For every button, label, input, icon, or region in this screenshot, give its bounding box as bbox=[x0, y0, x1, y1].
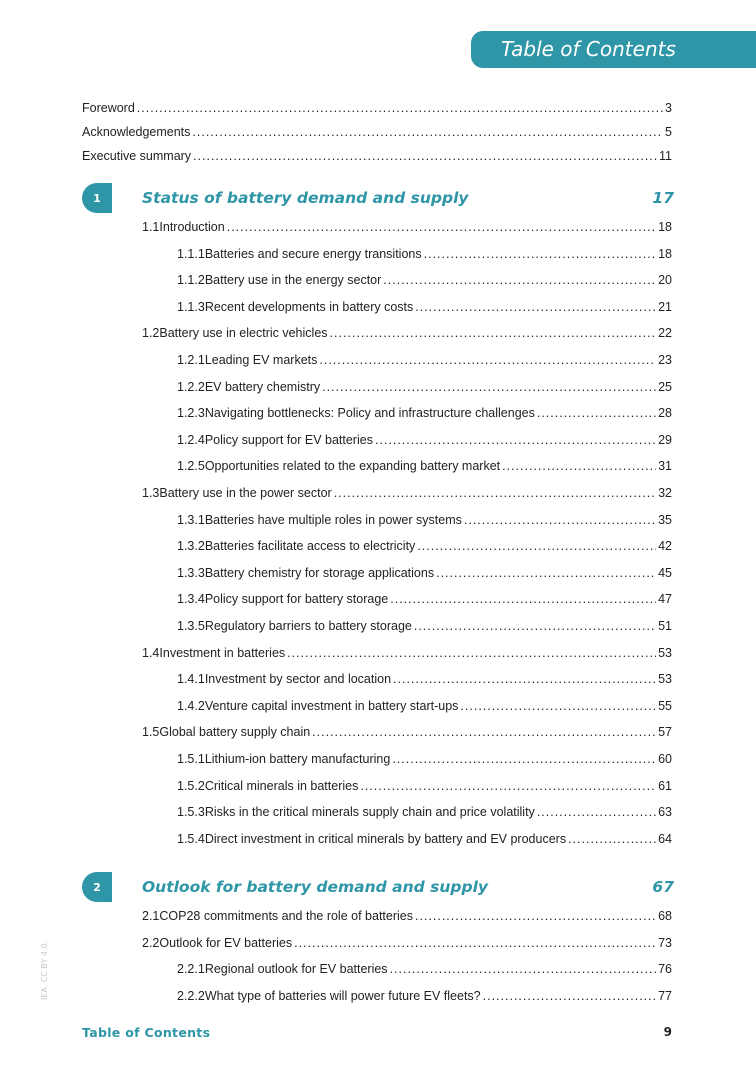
toc-entry-page: 35 bbox=[658, 512, 672, 527]
toc-entry-number: 1.4 bbox=[142, 645, 160, 660]
toc-entry-page: 42 bbox=[658, 539, 672, 554]
toc-entry[interactable] bbox=[177, 989, 672, 1003]
leader-dots bbox=[294, 936, 656, 950]
toc-entry-number: 1.3.2 bbox=[177, 539, 205, 554]
toc-entry-title: Policy support for battery storage bbox=[204, 592, 389, 607]
leader-dots bbox=[436, 566, 656, 580]
toc-entry[interactable] bbox=[142, 725, 672, 739]
toc-entry-page: 61 bbox=[658, 778, 672, 793]
toc-entry[interactable] bbox=[177, 962, 672, 976]
leader-dots bbox=[383, 273, 656, 287]
toc-entry[interactable] bbox=[142, 646, 672, 660]
toc-entry[interactable] bbox=[177, 566, 672, 580]
toc-entry-title: Risks in the critical minerals supply chain and price volatility bbox=[204, 805, 535, 820]
toc-entry-page: 47 bbox=[658, 592, 672, 607]
toc-entry-number: 1.2.5 bbox=[177, 459, 205, 474]
toc-entry-title: Direct investment in critical minerals by battery and EV producers bbox=[204, 831, 567, 846]
leader-dots bbox=[537, 805, 656, 819]
toc-entry[interactable] bbox=[142, 486, 672, 500]
toc-entry-page: 51 bbox=[658, 619, 672, 633]
toc-entry-page: 76 bbox=[658, 962, 672, 977]
toc-entry-title: Battery use in the energy sector bbox=[204, 273, 382, 288]
leader-dots bbox=[464, 513, 656, 527]
toc-entry-page: 68 bbox=[658, 909, 672, 923]
toc-entry[interactable] bbox=[177, 406, 672, 420]
chapter-page: 67 bbox=[652, 878, 674, 896]
toc-entry[interactable] bbox=[177, 247, 672, 261]
toc-entry-number: 1.5.1 bbox=[177, 752, 205, 766]
toc-entry-title: Leading EV markets bbox=[204, 353, 318, 367]
toc-entry-acknowledgements[interactable] bbox=[82, 125, 672, 139]
toc-entry-page: 20 bbox=[658, 273, 672, 288]
leader-dots bbox=[415, 909, 656, 923]
toc-entry-title: Lithium-ion battery manufacturing bbox=[204, 752, 391, 766]
toc-entry[interactable] bbox=[177, 592, 672, 606]
toc-entry-number: 1.1.2 bbox=[177, 273, 205, 288]
toc-entry-page: 25 bbox=[658, 379, 672, 394]
toc-entry-title: Regional outlook for EV batteries bbox=[204, 962, 388, 977]
toc-entry-page: 18 bbox=[658, 220, 672, 234]
toc-entry-page: 5 bbox=[665, 125, 672, 139]
toc-entry[interactable] bbox=[142, 936, 672, 950]
leader-dots bbox=[193, 149, 657, 163]
toc-entry-number: 1.5.4 bbox=[177, 831, 205, 846]
toc-entry-page: 23 bbox=[658, 353, 672, 367]
toc-entry-number: 1.3.1 bbox=[177, 512, 205, 527]
toc-entry-title: Batteries and secure energy transitions bbox=[204, 246, 422, 261]
toc-entry-number: 2.1 bbox=[142, 909, 160, 923]
toc-entry-foreword[interactable] bbox=[82, 101, 672, 115]
toc-entry-title: COP28 commitments and the role of batteries bbox=[159, 909, 413, 923]
toc-entry-page: 28 bbox=[658, 406, 672, 421]
toc-entry[interactable] bbox=[177, 779, 672, 793]
toc-entry-title: Battery chemistry for storage applications bbox=[204, 565, 435, 580]
toc-entry-number: 1.2 bbox=[142, 326, 160, 341]
toc-entry-number: 2.2.2 bbox=[177, 988, 205, 1003]
toc-entry-page: 63 bbox=[658, 805, 672, 820]
chapter-heading-1[interactable] bbox=[82, 183, 674, 213]
toc-entry-number: 2.2.1 bbox=[177, 962, 205, 977]
toc-entry-page: 31 bbox=[658, 459, 672, 474]
toc-entry[interactable] bbox=[177, 832, 672, 846]
toc-entry-title: Global battery supply chain bbox=[159, 725, 311, 740]
toc-entry-number: 1.3 bbox=[142, 486, 160, 500]
toc-entry[interactable] bbox=[177, 619, 672, 633]
leader-dots bbox=[287, 646, 656, 660]
toc-entry[interactable] bbox=[142, 909, 672, 923]
toc-entry-page: 29 bbox=[658, 432, 672, 447]
toc-entry-number: 1.2.3 bbox=[177, 406, 205, 421]
leader-dots bbox=[568, 832, 656, 846]
toc-entry[interactable] bbox=[177, 513, 672, 527]
leader-dots bbox=[360, 779, 656, 793]
toc-entry-title: Policy support for EV batteries bbox=[204, 432, 373, 447]
toc-entry-page: 18 bbox=[658, 246, 672, 261]
toc-entry-title: Investment in batteries bbox=[159, 645, 286, 660]
toc-entry-page: 53 bbox=[658, 645, 672, 660]
toc-entry[interactable] bbox=[142, 220, 672, 234]
footer-page-number: 9 bbox=[663, 1025, 672, 1039]
toc-entry-number: 1.3.5 bbox=[177, 619, 205, 633]
toc-entry-page: 3 bbox=[665, 101, 672, 115]
toc-entry[interactable] bbox=[177, 273, 672, 287]
toc-entry-number: 1.1.1 bbox=[177, 246, 205, 261]
toc-entry[interactable] bbox=[177, 805, 672, 819]
leader-dots bbox=[414, 619, 656, 633]
toc-entry-page: 57 bbox=[658, 725, 672, 740]
toc-entry-title: Batteries facilitate access to electricity bbox=[204, 539, 416, 554]
toc-entry-title: Acknowledgements bbox=[82, 125, 191, 139]
toc-entry-title: Navigating bottlenecks: Policy and infrastructure challenges bbox=[204, 406, 535, 421]
leader-dots bbox=[334, 486, 656, 500]
toc-entry-title: Outlook for EV batteries bbox=[159, 935, 293, 950]
toc-entry[interactable] bbox=[177, 752, 672, 766]
toc-entry-title: What type of batteries will power future EV fleets? bbox=[204, 988, 481, 1003]
toc-entry-executive-summary[interactable] bbox=[82, 149, 672, 163]
toc-entry-number: 1.4.1 bbox=[177, 672, 205, 687]
leader-dots bbox=[227, 220, 656, 234]
toc-entry-title: Battery use in electric vehicles bbox=[159, 326, 328, 341]
footer-title: Table of Contents bbox=[82, 1025, 211, 1040]
leader-dots bbox=[393, 672, 656, 686]
leader-dots bbox=[375, 433, 656, 447]
toc-entry-title: Opportunities related to the expanding battery market bbox=[204, 459, 501, 474]
toc-entry[interactable] bbox=[177, 300, 672, 314]
leader-dots bbox=[319, 353, 656, 367]
toc-entry-page: 45 bbox=[658, 565, 672, 580]
toc-entry-page: 64 bbox=[658, 831, 672, 846]
toc-entry-page: 53 bbox=[658, 672, 672, 687]
toc-entry[interactable] bbox=[177, 459, 672, 473]
toc-entry-title: Recent developments in battery costs bbox=[204, 299, 414, 314]
toc-entry-title: Venture capital investment in battery start-ups bbox=[204, 698, 459, 713]
toc-entry-title: Battery use in the power sector bbox=[159, 486, 332, 500]
toc-entry-title: Executive summary bbox=[82, 149, 192, 163]
leader-dots bbox=[390, 592, 656, 606]
toc-entry-page: 55 bbox=[658, 698, 672, 713]
toc-entry[interactable] bbox=[177, 672, 672, 686]
chapter-title: Status of battery demand and supply bbox=[142, 189, 469, 207]
toc-entry[interactable] bbox=[177, 433, 672, 447]
leader-dots bbox=[390, 962, 657, 976]
leader-dots bbox=[392, 752, 656, 766]
toc-entry-page: 77 bbox=[658, 988, 672, 1003]
leader-dots bbox=[312, 725, 656, 739]
toc-entry-number: 1.3.4 bbox=[177, 592, 205, 607]
toc-entry-number: 1.2.2 bbox=[177, 379, 205, 394]
leader-dots bbox=[537, 406, 656, 420]
toc-entry-number: 1.5.2 bbox=[177, 778, 205, 793]
toc-entry-number: 1.5 bbox=[142, 725, 160, 740]
toc-entry-number: 1.5.3 bbox=[177, 805, 205, 820]
toc-entry-title: EV battery chemistry bbox=[204, 379, 321, 394]
toc-entry[interactable] bbox=[177, 353, 672, 367]
toc-entry-title: Batteries have multiple roles in power systems bbox=[204, 512, 462, 527]
toc-entry-page: 21 bbox=[658, 299, 672, 314]
toc-entry-page: 11 bbox=[659, 149, 672, 163]
toc-entry-page: 60 bbox=[658, 752, 672, 766]
leader-dots bbox=[424, 247, 656, 261]
chapter-page: 17 bbox=[652, 189, 674, 207]
toc-entry-number: 2.2 bbox=[142, 935, 160, 950]
toc-entry-title: Foreword bbox=[82, 101, 135, 115]
license-note: IEA. CC BY 4.0. bbox=[40, 940, 49, 1000]
toc-entry-number: 1.4.2 bbox=[177, 698, 205, 713]
toc-entry-number: 1.3.3 bbox=[177, 565, 205, 580]
chapter-number-badge: 1 bbox=[82, 183, 112, 213]
toc-header-tab: Table of Contents bbox=[471, 31, 756, 68]
leader-dots bbox=[415, 300, 656, 314]
toc-entry-page: 73 bbox=[658, 935, 672, 950]
chapter-number-badge: 2 bbox=[82, 872, 112, 902]
toc-entry-number: 1.1.3 bbox=[177, 299, 205, 314]
toc-entry-number: 1.2.4 bbox=[177, 432, 205, 447]
leader-dots bbox=[137, 101, 663, 115]
leader-dots bbox=[460, 699, 656, 713]
toc-entry[interactable] bbox=[177, 380, 672, 394]
toc-entry-title: Introduction bbox=[159, 220, 225, 234]
toc-entry[interactable] bbox=[142, 326, 672, 340]
leader-dots bbox=[192, 125, 663, 139]
toc-entry-number: 1.1 bbox=[142, 220, 160, 234]
leader-dots bbox=[502, 459, 656, 473]
leader-dots bbox=[330, 326, 657, 340]
chapter-title: Outlook for battery demand and supply bbox=[142, 878, 488, 896]
toc-entry-page: 32 bbox=[658, 486, 672, 500]
leader-dots bbox=[417, 539, 656, 553]
toc-entry-title: Investment by sector and location bbox=[204, 672, 392, 687]
chapter-heading-2[interactable] bbox=[82, 872, 674, 902]
leader-dots bbox=[483, 989, 656, 1003]
toc-entry-title: Regulatory barriers to battery storage bbox=[204, 619, 412, 633]
toc-entry-page: 22 bbox=[658, 326, 672, 341]
toc-entry-title: Critical minerals in batteries bbox=[204, 778, 359, 793]
leader-dots bbox=[322, 380, 656, 394]
toc-entry[interactable] bbox=[177, 699, 672, 713]
toc-entry[interactable] bbox=[177, 539, 672, 553]
toc-entry-number: 1.2.1 bbox=[177, 353, 205, 367]
